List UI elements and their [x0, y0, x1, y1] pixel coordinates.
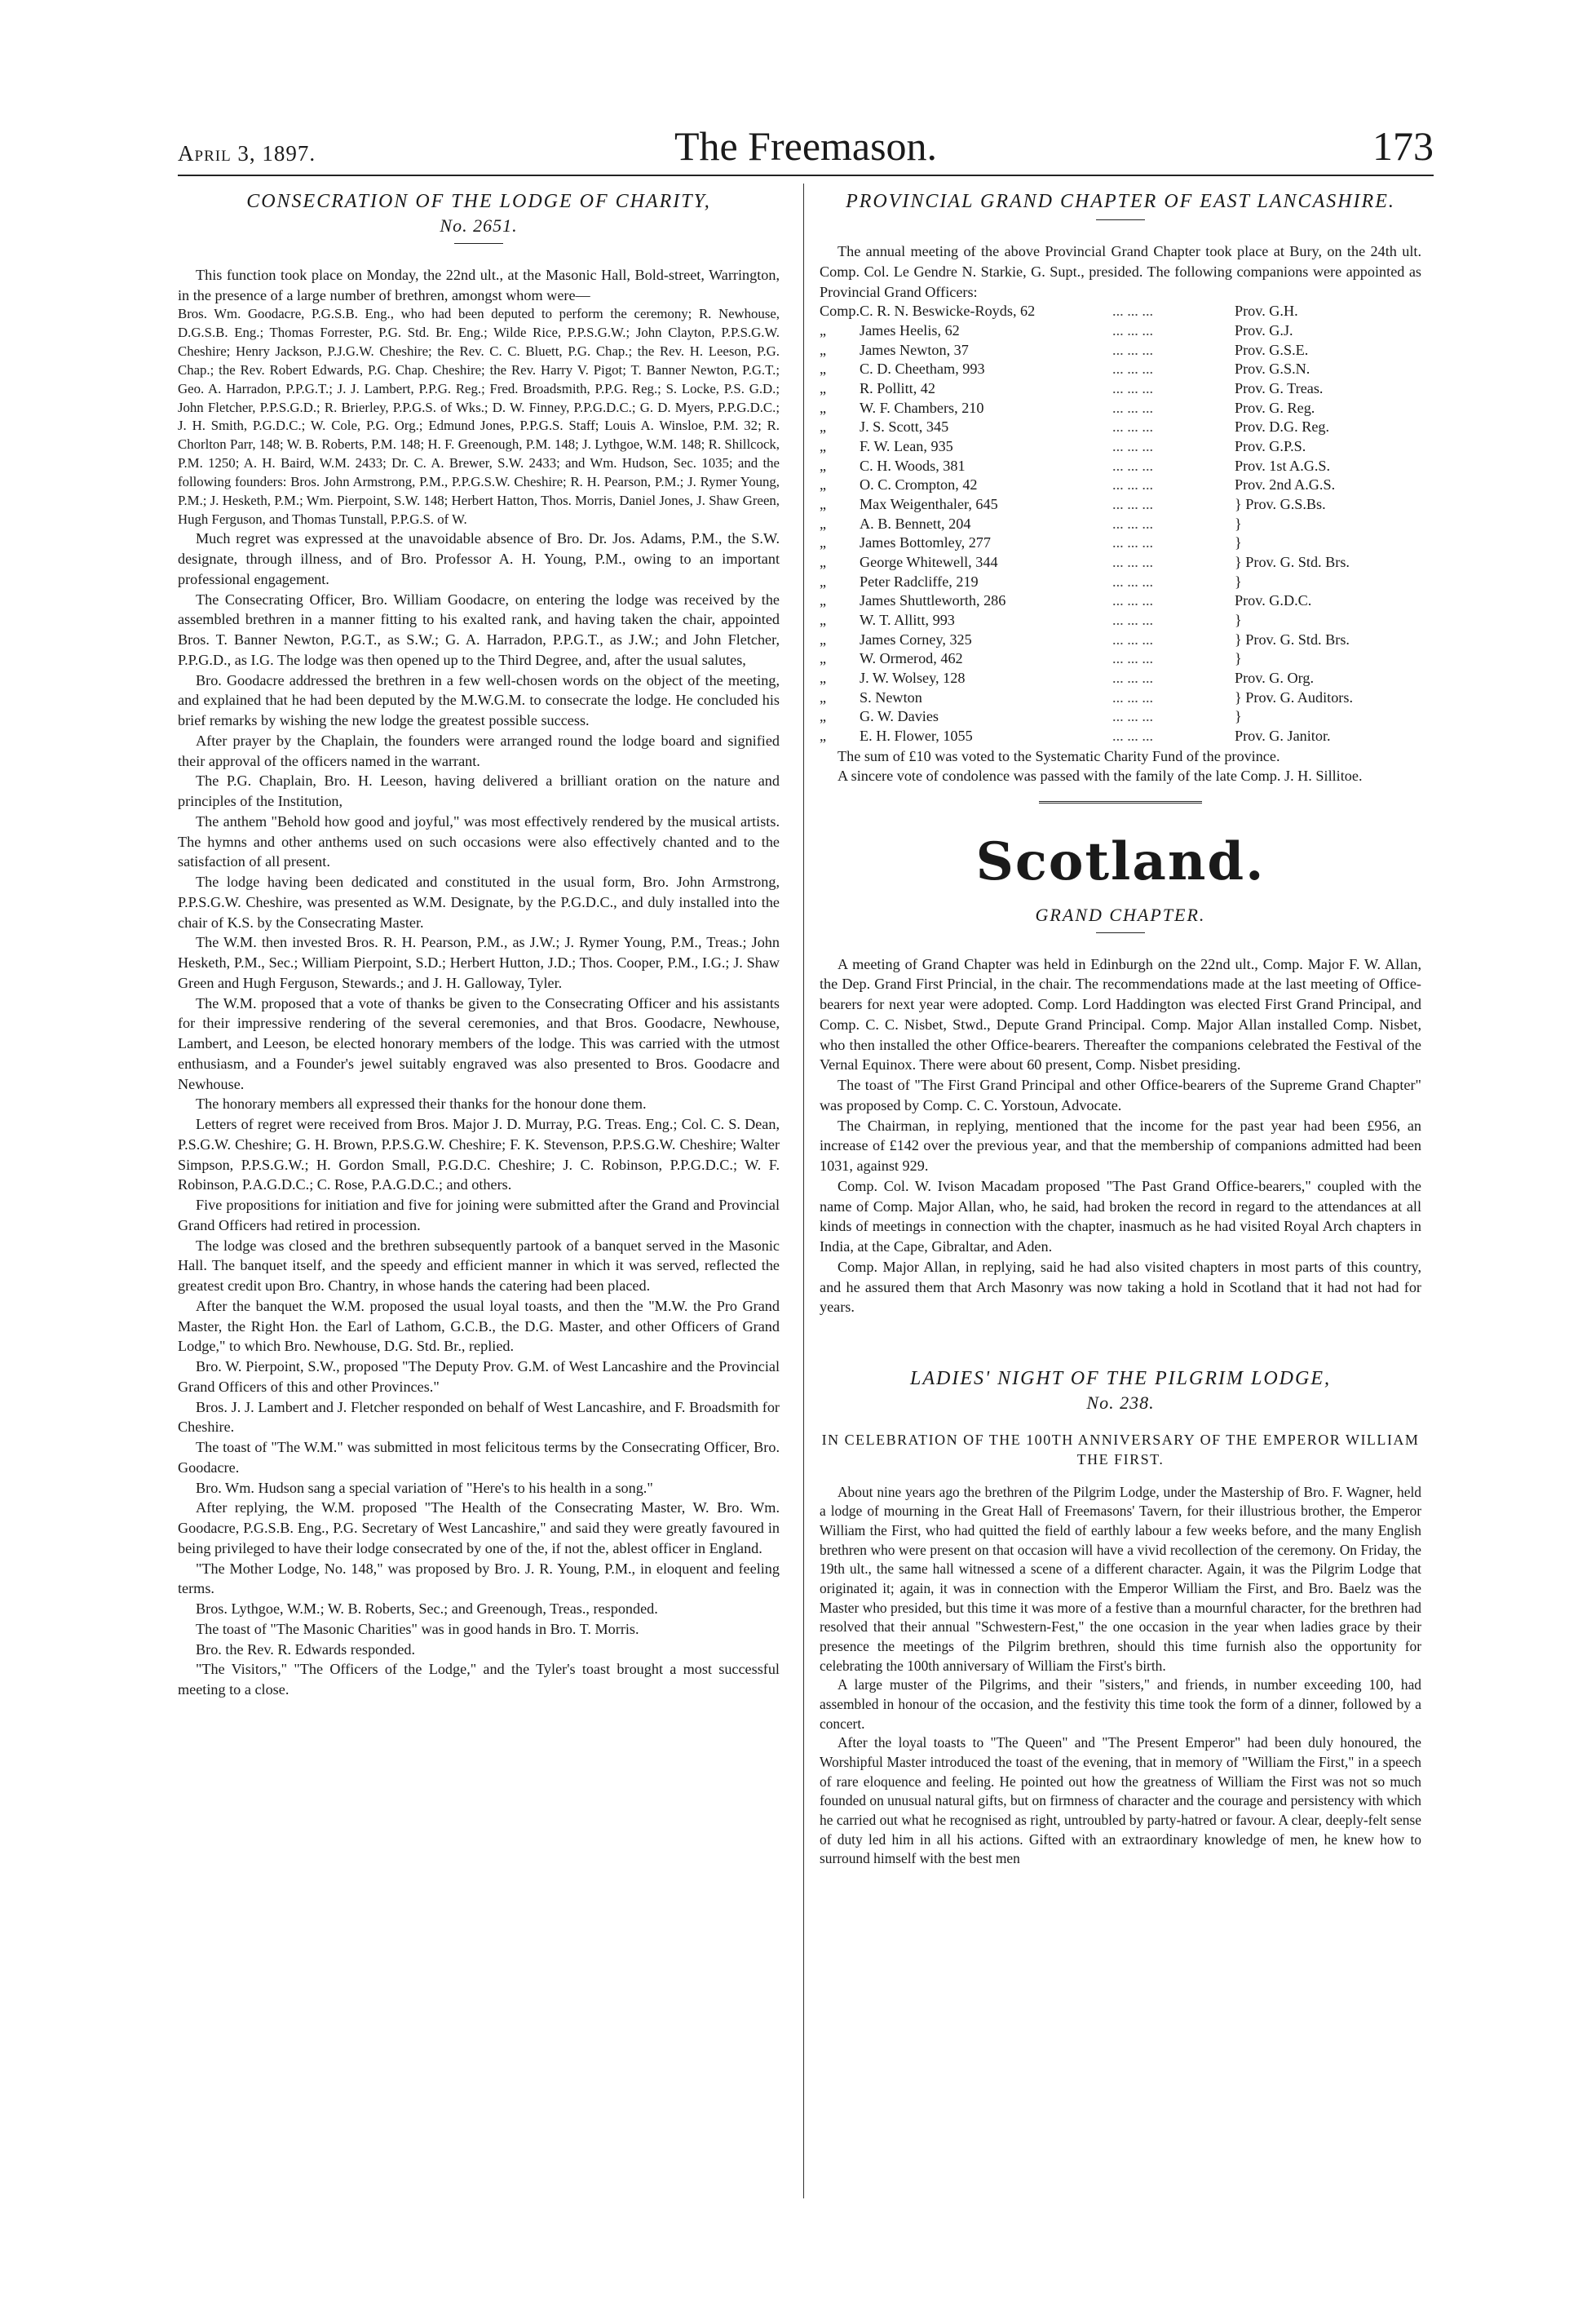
- officer-office: } Prov. G. Auditors.: [1235, 688, 1353, 706]
- officer-name: James Bottomley, 277: [860, 534, 991, 551]
- issue-date: April 3, 1897.: [178, 141, 316, 166]
- paragraph: A meeting of Grand Chapter was held in Edinburgh on the 22nd ult., Comp. Major F. W. Allan, the Dep. Grand First Princial, in the chair. The recommendations made at the last meeting of Office-bearers for next year were adopted. Comp. Lord Haddington was elected First Grand Principal, and Comp. C. C. Nisbet, Stwd., Depute Grand Principal. Comp. Major Allan installed Comp. Nisbet, who then installed the other Office-bearers. Thereafter the companions celebrated the Festival of the Vernal Equinox. There were about 60 present, Comp. Nisbet presiding.: [820, 955, 1421, 1073]
- masthead-rule: [178, 175, 1434, 176]
- paragraph: Bro. Goodacre addressed the brethren in a few well-chosen words on the object of the meeting, and explained that he had been deputed by the M.W.G.M. to consecrate the lodge. He concluded his brief remarks by wishing the new lodge the greatest possible success.: [178, 671, 780, 729]
- officer-prefix: „: [820, 322, 827, 339]
- officer-name: W. Ormerod, 462: [860, 650, 963, 667]
- officer-name: W. F. Chambers, 210: [860, 399, 984, 416]
- heading-rule: [454, 243, 503, 244]
- officer-prefix: „: [820, 418, 827, 436]
- paragraph: The sum of £10 was voted to the Systematic Charity Fund of the province.: [838, 747, 1280, 764]
- officer-name: James Shuttleworth, 286: [860, 592, 1006, 609]
- paragraph: After replying, the W.M. proposed "The Health of the Consecrating Master, W. Bro. Wm. Goodacre, P.G.S.B. Eng., P.G. Secretary of West Lancashire," and said they were greatly favoured in being privileged to have their lodge consecrated by one of the, if not the, ablest officer in England.: [178, 1499, 780, 1556]
- paragraph: The P.G. Chaplain, Bro. H. Leeson, having delivered a brilliant oration on the nature and principles of the Institution,: [178, 772, 780, 810]
- paragraph: The anthem "Behold how good and joyful," was most effectively rendered by the musical artists. The hymns and other anthems used on such occasions were also effectively chanted and to the satisfaction of all present.: [178, 812, 780, 870]
- leader-dots: ... ... ...: [1112, 650, 1154, 667]
- officer-office: Prov. 1st A.G.S.: [1235, 457, 1331, 474]
- paragraph: After prayer by the Chaplain, the founders were arranged round the lodge board and signified their approval of the officers named in the warrant.: [178, 732, 780, 769]
- leader-dots: ... ... ...: [1112, 611, 1154, 628]
- lodge-number: No. 238.: [1086, 1392, 1155, 1414]
- paragraph: The lodge was closed and the brethren subsequently partook of a banquet served in the Masonic Hall. The banquet itself, and the speedy and efficient manner in which it was served, reflected the greatest credit upon Bro. Chantry, in whose hands the catering had been placed.: [178, 1237, 780, 1295]
- leader-dots: ... ... ...: [1112, 303, 1154, 320]
- officer-prefix: Comp.: [820, 303, 860, 320]
- officer-row: [820, 707, 1421, 727]
- paragraph: Bro. W. Pierpoint, S.W., proposed "The Deputy Prov. G.M. of West Lancashire and the Provincial Grand Officers of this and other Provinces.": [178, 1358, 780, 1395]
- article-subheading: IN CELEBRATION OF THE 100TH ANNIVERSARY OF THE EMPEROR WILLIAM THE FIRST.: [821, 1431, 1420, 1468]
- officer-office: Prov. G. Reg.: [1235, 399, 1315, 416]
- leader-dots: ... ... ...: [1112, 322, 1154, 339]
- officer-row: [820, 476, 1421, 495]
- paragraph: Much regret was expressed at the unavoidable absence of Bro. Dr. Jos. Adams, P.M., the S.W. designate, through illness, and of Bro. Professor A. H. Young, P.M., owing to an important professional engagement.: [178, 530, 780, 587]
- officer-row: [820, 688, 1421, 708]
- officer-name: R. Pollitt, 42: [860, 380, 935, 397]
- officers-table: [820, 302, 1421, 746]
- officer-name: C. R. N. Beswicke-Royds, 62: [860, 303, 1036, 320]
- officer-office: }: [1235, 650, 1242, 667]
- officer-office: }: [1235, 515, 1242, 532]
- officer-prefix: „: [820, 380, 827, 397]
- leader-dots: ... ... ...: [1112, 399, 1154, 416]
- officer-prefix: „: [820, 515, 827, 532]
- paragraph: Bros. J. J. Lambert and J. Fletcher responded on behalf of West Lancashire, and F. Broadsmith for Cheshire.: [178, 1398, 780, 1436]
- leader-dots: ... ... ...: [1112, 592, 1154, 609]
- leader-dots: ... ... ...: [1112, 669, 1154, 686]
- masthead: [178, 114, 1434, 170]
- officers-table-body: [820, 302, 1421, 746]
- officer-name: James Heelis, 62: [860, 322, 960, 339]
- officer-office: Prov. D.G. Reg.: [1235, 418, 1330, 436]
- officer-office: }: [1235, 534, 1242, 551]
- paragraph: A large muster of the Pilgrims, and their "sisters," and friends, in number exceeding 100, had assembled in honour of the occasion, and the festivity this time took the form of a dinner, followed by a concert.: [820, 1676, 1421, 1732]
- paragraph: A sincere vote of condolence was passed with the family of the late Comp. J. H. Sillitoe.: [838, 768, 1363, 785]
- officer-prefix: „: [820, 553, 827, 570]
- officer-office: } Prov. G.S.Bs.: [1235, 496, 1326, 512]
- officer-office: }: [1235, 573, 1242, 590]
- article-heading-ladies-night: [820, 1366, 1421, 1415]
- officer-name: Peter Radcliffe, 219: [860, 573, 979, 590]
- leader-dots: ... ... ...: [1112, 573, 1154, 590]
- officer-office: } Prov. G. Std. Brs.: [1235, 553, 1350, 570]
- paragraph: "The Mother Lodge, No. 148," was proposed by Bro. J. R. Young, P.M., in eloquent and feeling terms.: [178, 1560, 780, 1597]
- officer-prefix: „: [820, 534, 827, 551]
- paragraph: Bro. the Rev. R. Edwards responded.: [196, 1640, 416, 1658]
- officer-prefix: „: [820, 727, 827, 744]
- section-divider: [1039, 801, 1202, 805]
- officer-office: Prov. G.J.: [1235, 322, 1293, 339]
- officer-prefix: „: [820, 457, 827, 474]
- paragraph: The annual meeting of the above Provincial Grand Chapter took place at Bury, on the 24th ult. Comp. Col. Le Gendre N. Starkie, G. Supt., presided. The following companions were appointed as Provincial Grand Officers:: [820, 243, 1421, 300]
- officer-office: Prov. G.H.: [1235, 303, 1298, 320]
- officer-row: [820, 611, 1421, 631]
- paragraph: Bro. Wm. Hudson sang a special variation of "Here's to his health in a song.": [196, 1479, 653, 1496]
- paragraph: The toast of "The W.M." was submitted in most felicitous terms by the Consecrating Officer, Bro. Goodacre.: [178, 1439, 780, 1476]
- paragraph: The lodge having been dedicated and constituted in the usual form, Bro. John Armstrong, P.P.S.G.W. Cheshire, was presented as W.M. Designate, by the P.G.D.C., and duly installed into the chair of K.S. by the Consecrating Master.: [178, 874, 780, 931]
- publication-title: The Freemason.: [674, 123, 938, 169]
- column-separator: [803, 184, 804, 2198]
- officer-prefix: „: [820, 592, 827, 609]
- officer-prefix: „: [820, 438, 827, 455]
- officer-name: James Corney, 325: [860, 631, 972, 648]
- paragraph: Bros. Lythgoe, W.M.; W. B. Roberts, Sec.; and Greenough, Treas., responded.: [196, 1600, 658, 1618]
- officer-name: George Whitewell, 344: [860, 553, 998, 570]
- leader-dots: ... ... ...: [1112, 515, 1154, 532]
- officer-row: [820, 553, 1421, 573]
- officer-row: [820, 379, 1421, 399]
- officer-prefix: „: [820, 341, 827, 358]
- attendance-list: Bros. Wm. Goodacre, P.G.S.B. Eng., who had been deputed to perform the ceremony; R. Newhouse, D.G.S.B. Eng.; Thomas Forrester, P.G. Std. Br. Eng.; Wilde Rice, P.P.S.G.W.; John Clayton, P.P.S.G.W. Cheshire; Henry Jackson, P.J.G.W. Cheshire; the Rev. C. C. Bluett, P.G. Chap.; the Rev. H. Leeson, P.G. Chap.; the Rev. Robert Edwards, P.G. Chap. Cheshire; the Rev. Harry V. Pigot; T. Banner Newton, P.G.T.; Geo. A. Harradon, P.P.G.T.; J. J. Lambert, P.P.G. Reg.; Fred. Broadsmith, P.P.G. Reg.; S. Locke, P.S. G.D.; John Fletcher, P.P.S.G.D.; R. Brierley, P.P.G.S. of Wks.; D. W. Finney, P.P.G.D.C.; G. D. Myers, P.P.G.D.C.; J. H. Smith, P.G.D.C.; W. Cole, P.G. Org.; Edmund Jones, P.P.G.S. Staff; Louis A. Winsloe, P.M. 32; R. Chorlton Parr, 148; W. B. Roberts, P.M. 148; H. F. Greenough, P.M. 148; J. Lythgoe, W.M. 148; R. Shillcock, P.M. 1250; A. H. Baird, W.M. 2433; Dr. C. A. Brewer, S.W. 2433; and Wm. Hudson, Sec. 1035; and the following founders: Bros. John Armstrong, P.M., P.P.G.S.W. Cheshire; R. H. Pearson, P.M.; J. Rymer Young, P.M.; J. Hesketh, P.M.; Wm. Pierpoint, S.W. 148; Herbert Hatton, Thos. Morris, Daniel Jones, J. Shaw Green, Hugh Ferguson, and Thomas Tunstall, P.P.G.S. of W.: [178, 306, 780, 527]
- officer-row: [820, 418, 1421, 437]
- article-heading-provincial-chapter: PROVINCIAL GRAND CHAPTER OF EAST LANCASHIRE.: [846, 191, 1395, 212]
- leader-dots: ... ... ...: [1112, 688, 1154, 706]
- officer-office: Prov. 2nd A.G.S.: [1235, 476, 1336, 494]
- officer-office: } Prov. G. Std. Brs.: [1235, 631, 1350, 648]
- officer-row: [820, 360, 1421, 379]
- officer-office: Prov. G. Treas.: [1235, 380, 1324, 397]
- officer-name: A. B. Bennett, 204: [860, 515, 971, 532]
- officer-name: O. C. Crompton, 42: [860, 476, 978, 494]
- officer-name: W. T. Allitt, 993: [860, 611, 955, 628]
- officer-name: J. S. Scott, 345: [860, 418, 949, 436]
- officer-office: }: [1235, 708, 1242, 725]
- leader-dots: ... ... ...: [1112, 418, 1154, 436]
- officer-name: James Newton, 37: [860, 341, 969, 358]
- officer-prefix: „: [820, 708, 827, 725]
- officer-prefix: „: [820, 496, 827, 512]
- paragraph: The Consecrating Officer, Bro. William Goodacre, on entering the lodge was received by the assembled brethren in a manner fitting to his exalted rank, and having taken the chair, appointed Bros. T. Banner Newton, P.G.T., as S.W.; G. A. Harradon, P.P.G.T., as J.W.; and John Fletcher, P.P.G.D., as I.G. The lodge was then opened up to the Third Degree, and, after the usual salutes,: [178, 591, 780, 668]
- article-heading-consecration: [178, 189, 780, 238]
- officer-prefix: „: [820, 669, 827, 686]
- paragraph: After the banquet the W.M. proposed the usual loyal toasts, and then the "M.W. the Pro Grand Master, the Right Hon. the Earl of Lathom, G.C.B., the D.G. Master, and other Officers of Grand Lodge," to which Bro. Newhouse, D.G. Std. Br., replied.: [178, 1297, 780, 1355]
- officer-row: [820, 649, 1421, 669]
- paragraph: Five propositions for initiation and five for joining were submitted after the Grand and Provincial Grand Officers had retired in procession.: [178, 1197, 780, 1233]
- paragraph: After the loyal toasts to "The Queen" and "The Present Emperor" had been duly honoured, the Worshipful Master introduced the toast of the evening, that in memory of "William the First," in a speech of rare eloquence and feeling. He pointed out how the greatness of William the First was not so much founded on unusual natural gifts, but on firmness of character and the courage and persistency with which he carried out what he recognised as right, untroubled by party-hatred or favour. A clear, deeply-felt sense of duty led him in all his actions. Gifted with an extraordinary knowledge of men, he knew how to surround himself with the best men: [820, 1734, 1421, 1867]
- officer-name: G. W. Davies: [860, 708, 939, 725]
- officer-row: [820, 591, 1421, 611]
- officer-name: S. Newton: [860, 688, 922, 706]
- officer-row: [820, 631, 1421, 650]
- paragraph: "The Visitors," "The Officers of the Lodge," and the Tyler's toast brought a most successful meeting to a close.: [178, 1661, 780, 1698]
- officer-name: E. H. Flower, 1055: [860, 727, 973, 744]
- officer-prefix: „: [820, 361, 827, 378]
- officer-name: F. W. Lean, 935: [860, 438, 953, 455]
- officer-row: [820, 533, 1421, 553]
- officer-office: Prov. G. Janitor.: [1235, 727, 1331, 744]
- officer-prefix: „: [820, 631, 827, 648]
- paragraph: The toast of "The First Grand Principal and other Office-bearers of the Supreme Grand Chapter" was proposed by Comp. C. C. Yorstoun, Advocate.: [820, 1077, 1421, 1113]
- officer-prefix: „: [820, 611, 827, 628]
- leader-dots: ... ... ...: [1112, 496, 1154, 512]
- officer-office: Prov. G. Org.: [1235, 669, 1315, 686]
- officer-row: [820, 399, 1421, 418]
- leader-dots: ... ... ...: [1112, 631, 1154, 648]
- left-column: [178, 189, 780, 1700]
- officer-row: [820, 669, 1421, 688]
- paragraph: Comp. Col. W. Ivison Macadam proposed "The Past Grand Office-bearers," coupled with the name of Comp. Major Allan, who, he said, had broken the record in regard to the attendances at all kinds of meetings in connection with the chapter, inasmuch as he had visited Royal Arch chapters in India, at the Cape, Gibraltar, and Aden.: [820, 1177, 1421, 1255]
- officer-row: [820, 495, 1421, 515]
- right-column: [820, 189, 1421, 1869]
- heading-rule: [1096, 932, 1145, 933]
- officer-name: C. D. Cheetham, 993: [860, 361, 985, 378]
- officer-office: Prov. G.S.N.: [1235, 361, 1310, 378]
- officer-prefix: „: [820, 688, 827, 706]
- officer-row: [820, 573, 1421, 592]
- officer-office: Prov. G.D.C.: [1235, 592, 1312, 609]
- leader-dots: ... ... ...: [1112, 476, 1154, 494]
- paragraph: This function took place on Monday, the 22nd ult., at the Masonic Hall, Bold-street, Warrington, in the presence of a large number of brethren, amongst whom were—: [178, 266, 780, 303]
- officer-row: [820, 341, 1421, 361]
- leader-dots: ... ... ...: [1112, 457, 1154, 474]
- officer-name: J. W. Wolsey, 128: [860, 669, 966, 686]
- page-number: 173: [1372, 123, 1434, 169]
- paragraph: The W.M. then invested Bros. R. H. Pearson, P.M., as J.W.; J. Rymer Young, P.M., Treas.; John Hesketh, P.M., Sec.; William Pierpoint, S.D.; Herbert Hutton, J.D.; Thos. Cooper, P.M., I.G.; J. Shaw Green and Hugh Ferguson, Stewards.; and J. H. Galloway, Tyler.: [178, 934, 780, 991]
- leader-dots: ... ... ...: [1112, 708, 1154, 725]
- lodge-number: No. 2651.: [440, 215, 518, 237]
- officer-office: }: [1235, 611, 1242, 628]
- officer-name: Max Weigenthaler, 645: [860, 496, 998, 512]
- leader-dots: ... ... ...: [1112, 380, 1154, 397]
- paragraph: Comp. Major Allan, in replying, said he had also visited chapters in most parts of this country, and he assured them that Arch Masonry was now taking a hold in Scotland that it had not had for years.: [820, 1258, 1421, 1316]
- paragraph: Letters of regret were received from Bros. Major J. D. Murray, P.G. Treas. Eng.; Col. C. S. Dean, P.S.G.W. Cheshire; G. H. Brown, P.P.S.G.W. Cheshire; F. K. Stevenson, P.P.S.G.W. Cheshire; Walter Simpson, P.P.S.G.W.; H. Gordon Small, P.G.D.C. Cheshire; J. C. Robinson, P.P.G.D.C.; W. F. Robinson, P.A.G.D.C.; C. Rose, P.A.G.D.C.; and others.: [178, 1116, 780, 1193]
- heading-text: CONSECRATION OF THE LODGE OF CHARITY,: [246, 191, 711, 212]
- leader-dots: ... ... ...: [1112, 438, 1154, 455]
- officer-name: C. H. Woods, 381: [860, 457, 966, 474]
- officer-office: Prov. G.S.E.: [1235, 341, 1309, 358]
- section-title-scotland: Scotland.: [975, 831, 1266, 893]
- paragraph: About nine years ago the brethren of the Pilgrim Lodge, under the Mastership of Bro. F. Wagner, held a lodge of mourning in the Great Hall of Freemasons' Tavern, for their illustrious brother, the Emperor William the First, who had quitted the field of earthly labour a few weeks before, and the many English brethren who were present on that occasion will have a vivid recollection of the ceremony. On Friday, the 19th ult., the same hall witnessed a scene of a different character. Again, it was the Pilgrim Lodge that originated it; again, it was in connection with the Emperor William the First, and Bro. Baelz was the Master who presided, but this time it was more of a festive than a mournful character, for the brethren had resolved that their annual "Schwestern-Fest," the one occasion in the year when ladies grace by their presence the meetings of the Pilgrim brethren, should this time furnish also the opportunity for celebrating the 100th anniversary of William the First's birth.: [820, 1483, 1421, 1674]
- officer-row: [820, 457, 1421, 476]
- officer-prefix: „: [820, 573, 827, 590]
- leader-dots: ... ... ...: [1112, 534, 1154, 551]
- officer-row: [820, 515, 1421, 534]
- heading-rule: [1096, 219, 1145, 220]
- officer-row: [820, 437, 1421, 457]
- paragraph: The toast of "The Masonic Charities" was in good hands in Bro. T. Morris.: [196, 1620, 639, 1637]
- heading-text: LADIES' NIGHT OF THE PILGRIM LODGE,: [909, 1368, 1331, 1390]
- officer-row: [820, 727, 1421, 746]
- officer-prefix: „: [820, 476, 827, 494]
- officer-row: [820, 321, 1421, 341]
- leader-dots: ... ... ...: [1112, 727, 1154, 744]
- paragraph: The honorary members all expressed their thanks for the honour done them.: [196, 1096, 647, 1113]
- leader-dots: ... ... ...: [1112, 341, 1154, 358]
- leader-dots: ... ... ...: [1112, 361, 1154, 378]
- officer-prefix: „: [820, 650, 827, 667]
- paragraph: The W.M. proposed that a vote of thanks be given to the Consecrating Officer and his assistants for their impressive rendering of the several ceremonies, and that Bros. Goodacre, Newhouse, Lambert, and Leeson, be elected honorary members of the lodge. This was carried with the utmost enthusiasm, and a Founder's jewel suitably engraved was also presented to Bros. Goodacre and Newhouse.: [178, 994, 780, 1092]
- officer-row: [820, 302, 1421, 321]
- spacer: [820, 1317, 1421, 1366]
- leader-dots: ... ... ...: [1112, 553, 1154, 570]
- article-heading-grand-chapter: GRAND CHAPTER.: [1035, 905, 1206, 926]
- officer-prefix: „: [820, 399, 827, 416]
- paragraph: The Chairman, in replying, mentioned that the income for the past year had been £956, an increase of £142 over the previous year, and that the membership of companions admitted had been 1031, against 929.: [820, 1117, 1421, 1175]
- officer-office: Prov. G.P.S.: [1235, 438, 1306, 455]
